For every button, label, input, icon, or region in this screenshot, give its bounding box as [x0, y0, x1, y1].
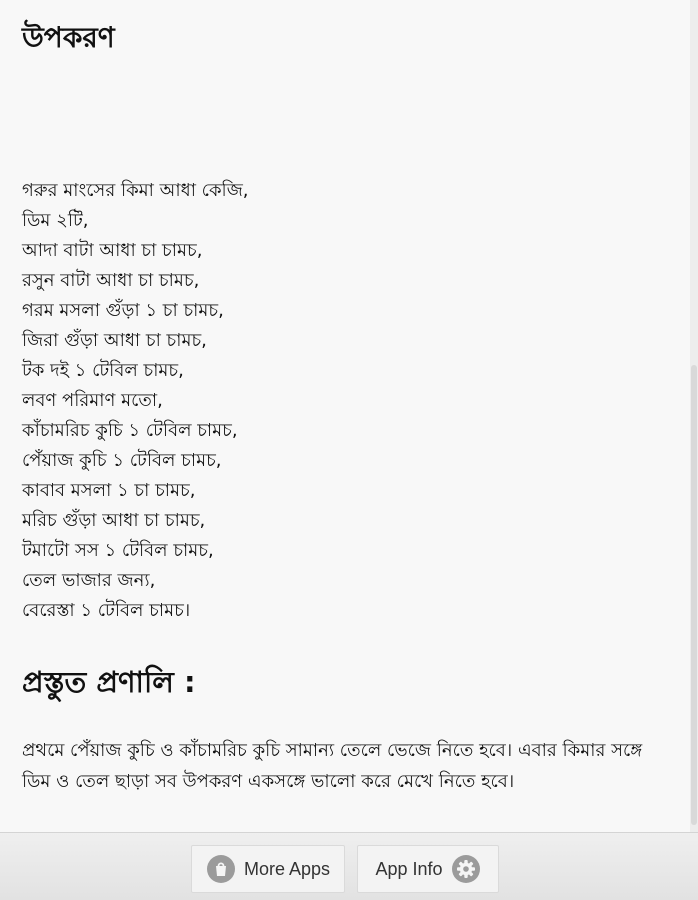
more-apps-button[interactable] — [191, 845, 345, 893]
gear-icon — [451, 854, 481, 884]
ingredient-item: রসুন বাটা আধা চা চামচ, — [22, 270, 200, 291]
shopping-bag-icon — [206, 854, 236, 884]
more-apps-label: More Apps — [243, 858, 331, 879]
method-text — [22, 735, 662, 797]
ingredients-heading: উপকরণ — [22, 21, 115, 54]
method-heading: প্রস্তুত প্রণালি : — [22, 665, 196, 699]
bottom-action-bar — [0, 832, 698, 900]
ingredient-item: লবণ পরিমাণ মতো, — [22, 390, 163, 411]
ingredient-item: কাবাব মসলা ১ চা চামচ, — [22, 480, 196, 501]
ingredient-list — [22, 176, 249, 626]
ingredient-item: টমাটো সস ১ টেবিল চামচ, — [22, 540, 214, 561]
app-info-button[interactable] — [357, 845, 499, 893]
ingredient-item: তেল ভাজার জন্য, — [22, 570, 156, 591]
ingredient-item: গরম মসলা গুঁড়া ১ চা চামচ, — [22, 300, 224, 321]
ingredient-item: গরুর মাংসের কিমা আধা কেজি, — [22, 180, 249, 201]
ingredient-item: আদা বাটা আধা চা চামচ, — [22, 240, 203, 261]
method-paragraph: প্রথমে পেঁয়াজ কুচি ও কাঁচামরিচ কুচি সামান্য তেলে ভেজে নিতে হবে। এবার কিমার সঙ্গে ডিম ও তেল ছাড়া সব উপকরণ একসঙ্গে ভালো করে মেখে নিতে হবে। — [22, 740, 643, 792]
ingredient-item: টক দই ১ টেবিল চামচ, — [22, 360, 184, 381]
ingredient-item: মরিচ গুঁড়া আধা চা চামচ, — [22, 510, 206, 531]
ingredient-item: পেঁয়াজ কুচি ১ টেবিল চামচ, — [22, 450, 222, 471]
ingredient-item: বেরেস্তা ১ টেবিল চামচ। — [22, 600, 191, 621]
app-info-label: App Info — [375, 858, 443, 879]
ingredient-item: ডিম ২টি, — [22, 210, 89, 231]
page-scrollbar[interactable] — [690, 0, 698, 832]
ingredient-item: কাঁচামরিচ কুচি ১ টেবিল চামচ, — [22, 420, 238, 441]
ingredient-item: জিরা গুঁড়া আধা চা চামচ, — [22, 330, 207, 351]
scroll-thumb[interactable] — [691, 365, 697, 825]
